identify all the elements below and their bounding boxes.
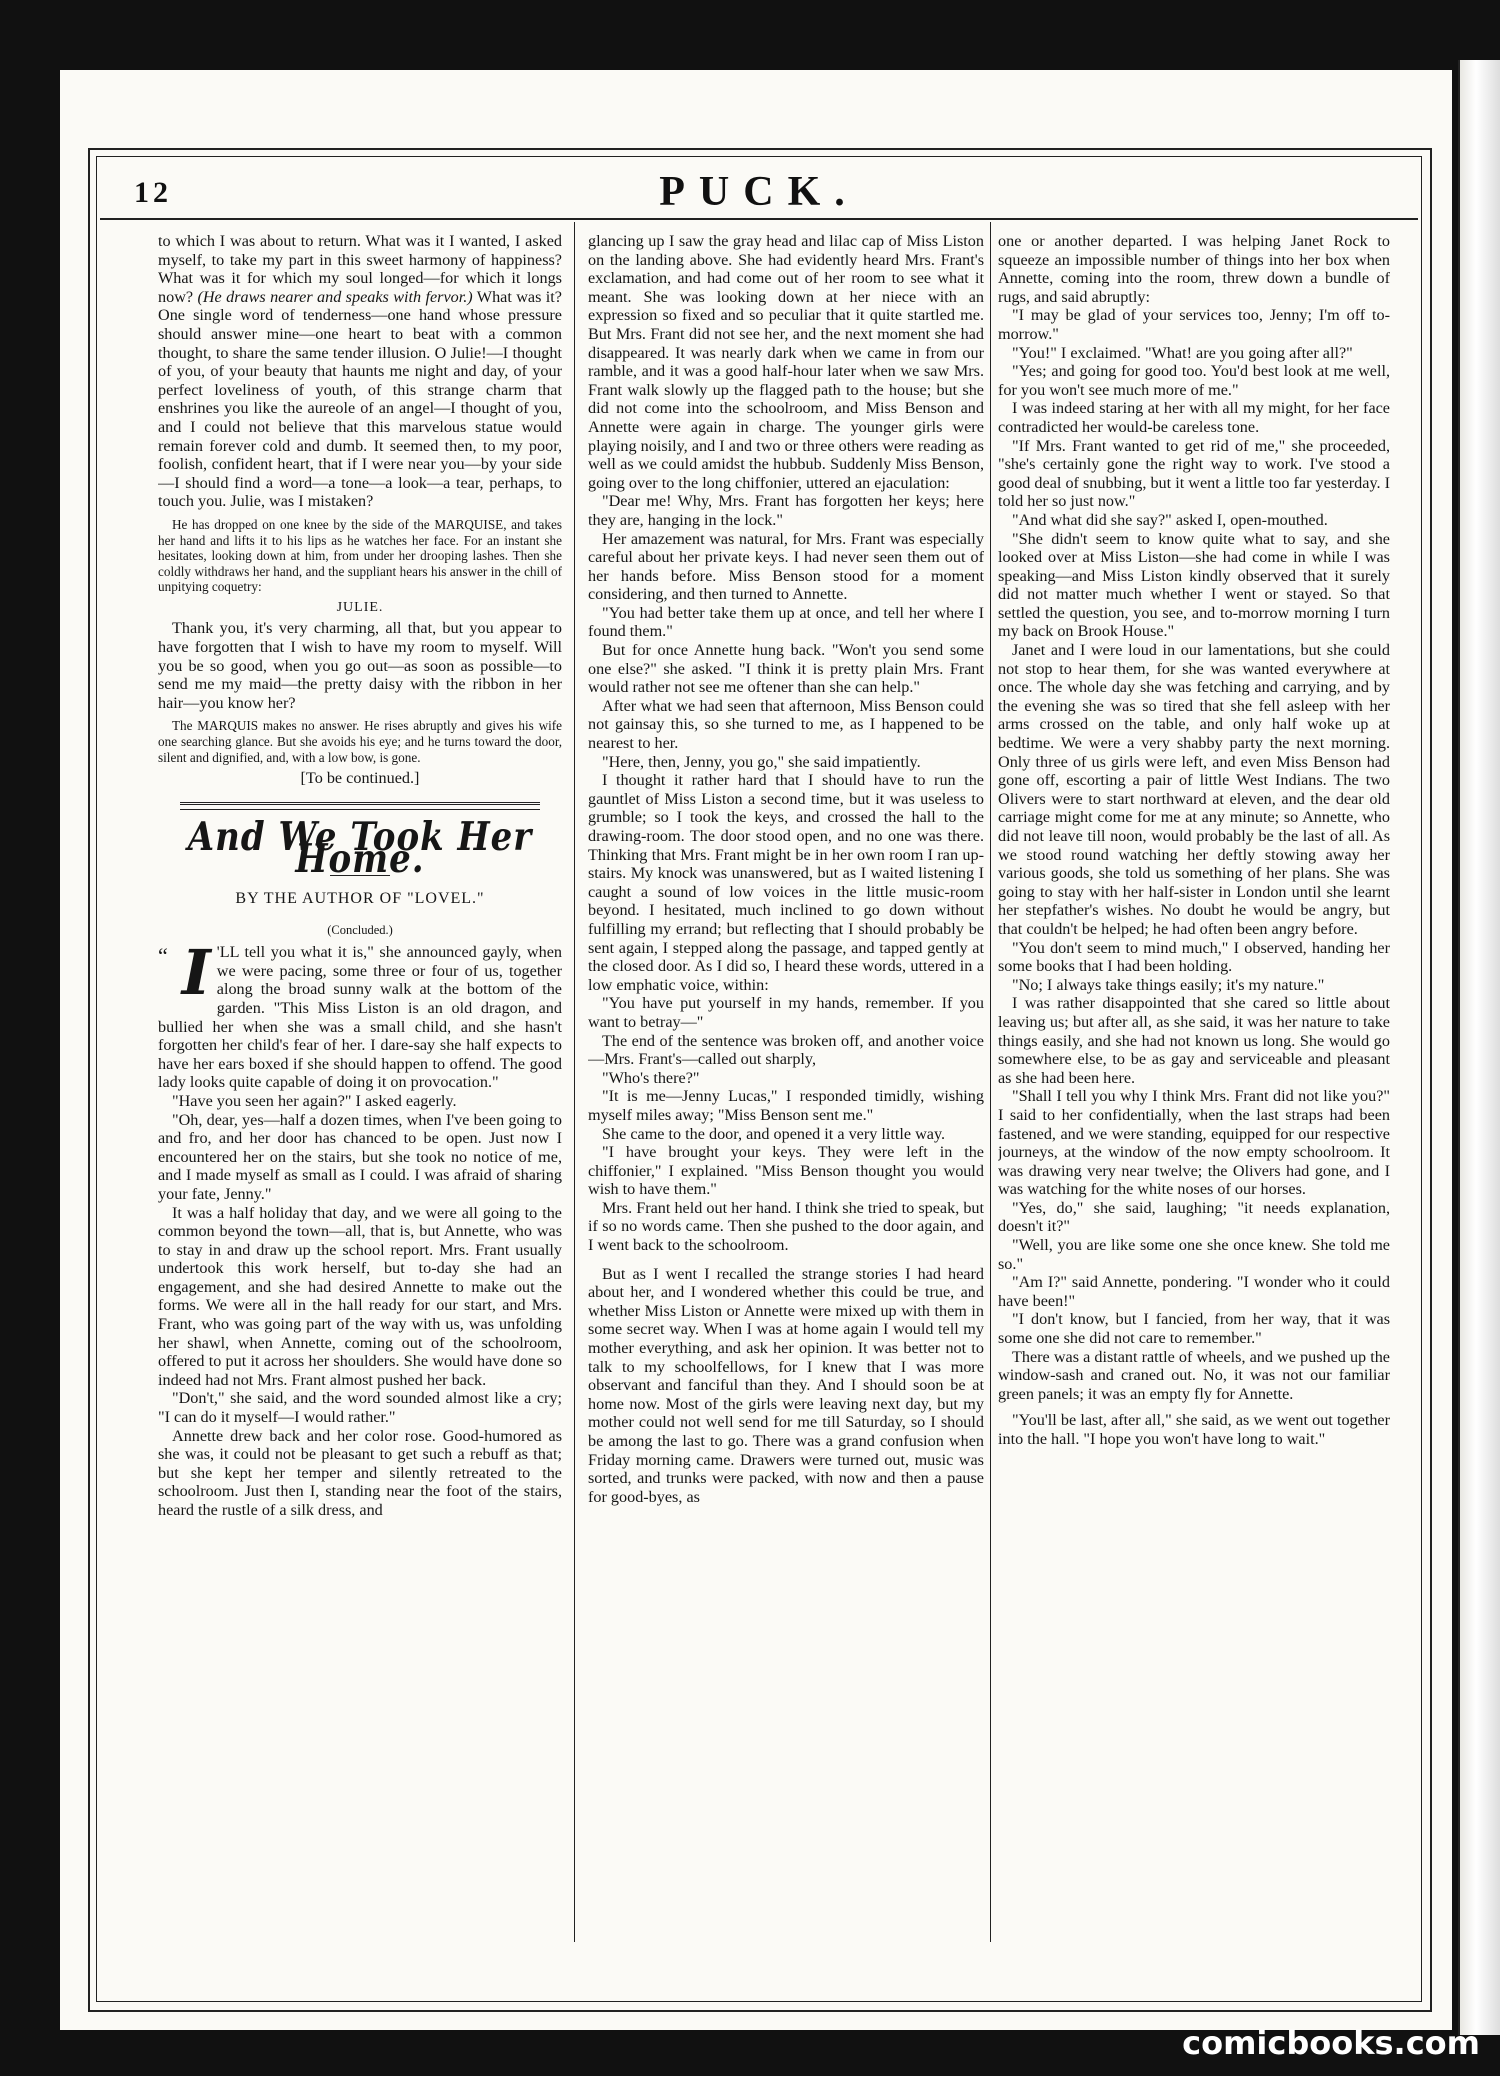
next-page-edge — [1458, 60, 1500, 2035]
paragraph: But for once Annette hung back. "Won't you send some one else?" she asked. "I think it is pretty plain Mrs. Frant would rather not see me oftener than she can help." — [588, 641, 984, 697]
story-title: And We Took Her Home. — [187, 814, 533, 882]
to-be-continued: [To be continued.] — [300, 769, 420, 788]
paragraph: "You!" I exclaimed. "What! are you going after all?" — [1012, 343, 1353, 362]
paragraph: "I have brought your keys. They were left in the chiffonier," I explained. "Miss Benson thought you would wish to have them." — [588, 1143, 984, 1199]
paragraph: Annette drew back and her color rose. Good-humored as she was, it could not be pleasant to get such a rebuff as that; but she kept her temper and silently retreated to the schoolroom. Just then I, standing near the foot of the stairs, heard the rustle of a silk dress, and — [158, 1426, 562, 1519]
paragraph: "You had better take them up at once, and tell her where I found them." — [588, 603, 984, 641]
stage-direction: The MARQUIS makes no answer. He rises abruptly and gives his wife one searching glance. But she avoids his eye; and he turns toward the door, silent and dignified, and, with a low bow, is gone. — [158, 718, 562, 765]
paragraph: I thought it rather hard that I should have to run the gauntlet of Miss Liston a second time, but it was useless to grumble; so I took the keys, and crossed the hall to the drawing-room. The door stood open, and no one was there. Thinking that Mrs. Frant might be in her own room I ran up-stairs. My knock was unanswered, but as I waited listening I caught a sound of low voices in the little music-room beyond. I hesitated, much inclined to go down without fulfilling my errand; but reflecting that I should probably be sent again, I stepped along the passage, and tapped gently at the closed door. As I did so, I heard these words, uttered in a low emphatic voice, within: — [588, 771, 984, 994]
drop-cap: I — [181, 936, 211, 1010]
column-2 — [588, 232, 984, 1937]
paragraph: "Shall I tell you why I think Mrs. Frant did not like you?" I said to her confidentially, when the last straps had been fastened, and we were standing, equipped for our respective journeys, at the window of the now empty schoolroom. It was drawing very near twelve; the Olivers had gone, and I was watching for the white noses of our horses. — [998, 1087, 1390, 1199]
paragraph: "Yes, do," she said, laughing; "it needs explanation, doesn't it?" — [998, 1198, 1390, 1236]
paragraph: "Have you seen her again?" I asked eagerly. — [172, 1091, 457, 1110]
column-3 — [998, 232, 1390, 1937]
paragraph: The end of the sentence was broken off, and another voice—Mrs. Frant's—called out sharply, — [588, 1031, 984, 1069]
stage-direction-inline: (He draws nearer and speaks with fervor.) — [197, 287, 473, 306]
paragraph: Her amazement was natural, for Mrs. Frant was especially careful about her private keys. I had never seen them out of her hands before. Miss Benson stood for a moment considering, and then turned to Annette. — [588, 529, 984, 604]
paragraph: "Am I?" said Annette, pondering. "I wonder who it could have been!" — [998, 1273, 1390, 1310]
column-divider-2 — [990, 222, 991, 1942]
paragraph: She came to the door, and opened it a very little way. — [602, 1124, 946, 1143]
paragraph: "Who's there?" — [602, 1068, 700, 1087]
paragraph: "If Mrs. Frant wanted to get rid of me," she proceeded, "she's certainly gone the right way to work. I've stood a good deal of snubbing, but it went a little too far yesterday. I told her so just now." — [998, 436, 1390, 511]
paragraph: "Dear me! Why, Mrs. Frant has forgotten her keys; here they are, hanging in the lock." — [588, 492, 984, 529]
paragraph: "She didn't seem to know quite what to say, and she looked over at Miss Liston—she had come in while I was speaking—and Miss Liston kindly observed that it surely did not matter much whether I went or stayed. So that settled the question, you see, and to-morrow morning I turn my back on Brook House." — [998, 529, 1390, 641]
paragraph: "Don't," she said, and the word sounded almost like a cry; "I can do it myself—I would rather." — [158, 1389, 562, 1427]
magazine-title: PUCK. — [659, 169, 859, 215]
paragraph: glancing up I saw the gray head and lilac cap of Miss Liston on the landing above. She had evidently heard Mrs. Frant's exclamation, and had come out of her room to see what it meant. She was looking down at her niece with an expression so fixed and so peculiar that it quite startled me. But Mrs. Frant did not see her, and the next moment she had disappeared. It was nearly dark when we came in from our ramble, and it was a good half-hour later when we saw Mrs. Frant walk slowly up the flagged path to the house; but she did not come into the schoolroom, and Miss Benson and Annette were again in charge. The younger girls were playing noisily, and I and two or three others were reading as well as we could amidst the hubbub. Suddenly Miss Benson, going over to the long chiffonier, uttered an ejaculation: — [588, 232, 984, 492]
paragraph: one or another departed. I was helping Janet Rock to squeeze an impossible number of things into her box when Annette, coming into the room, threw down a bundle of rugs, and said abruptly: — [998, 232, 1390, 306]
paragraph: Thank you, it's very charming, all that, but you appear to have forgotten that I wish to have my room to myself. Will you be so good, when you go out—as soon as possible—to send me my maid—the pretty daisy with the ribbon in her hair—you know her? — [158, 619, 562, 712]
column-divider-1 — [574, 222, 575, 1942]
concluded-note: (Concluded.) — [327, 922, 393, 937]
paragraph: I was rather disappointed that she cared so little about leaving us; but after all, as she said, it was her nature to take things easily, and she had not known us long. She would go somewhere else, to be as gay and serviceable and pleasant as she had been here. — [998, 994, 1390, 1087]
watermark: comicbooks.com — [1182, 2024, 1480, 2062]
page-number: 12 — [134, 176, 172, 209]
masthead-rule — [100, 218, 1418, 220]
speaker-name: JULIE. — [336, 599, 384, 615]
section-divider — [180, 802, 540, 810]
paragraph: "You don't seem to mind much," I observed, handing her some books that I had been holding. — [998, 938, 1390, 976]
paragraph: Mrs. Frant held out her hand. I think she tried to speak, but if so no words came. Then she pushed to the door again, and I went back to the schoolroom. — [588, 1198, 984, 1255]
stage-direction: He has dropped on one knee by the side of the MARQUISE, and takes her hand and lifts it to his lips as he watches her face. For an instant she hesitates, looking down at him, from under her drooping lashes. Then she coldly withdraws her hand, and the suppliant hears his answer in the chill of unpitying coquetry: — [158, 516, 562, 595]
paragraph: "You have put yourself in my hands, remember. If you want to betray—" — [588, 994, 984, 1031]
paragraph: I was indeed staring at her with all my might, for her face contradicted her would-be careless tone. — [998, 399, 1390, 436]
paragraph: There was a distant rattle of wheels, and we pushed up the window-sash and craned out. No, it was not our familiar green panels; it was an empty fly for Annette. — [998, 1347, 1390, 1403]
paragraph: But as I went I recalled the strange stories I had heard about her, and I wondered whether this could be true, and whether Miss Liston or Annette were mixed up with them in some secret way. When I was at home again I would tell my mother everything, and ask her opinion. It was better not to talk to my schoolfellows, for I knew that I was more observant and fanciful than they. And I should soon be at home now. Most of the girls were leaving next day, but my mother could not well send for me till Saturday, so I should be among the last to go. There was a grand confusion when Friday morning came. Drawers were turned out, music was sorted, and trunks were packed, with now and then a pause for good-byes, as — [588, 1264, 984, 1506]
column-1 — [158, 232, 562, 1927]
paragraph: to which I was about to return. What was it I wanted, I asked myself, to take my part in this sweet harmony of happiness? What was it for which my soul longed—for which it longs now? (He draws nearer and speaks with fervor.) What was it? One single word of tenderness—one hand whose pressure should answer mine—one heart to beat with a common thought, to share the same tender illusion. O Julie!—I thought of you, of your beauty that haunts me night and day, of your perfect loveliness of youth, of this strange charm that enshrines you like the aureole of an angel—I thought of you, and I could not believe that this marvelous statue would remain forever cold and dumb. It seemed then, to my poor, foolish, confident heart, that if I were near you—by your side—I should find a word—a tone—a look—a tear, perhaps, to touch you. Julie, was I mistaken? — [158, 232, 562, 511]
paragraph: After what we had seen that afternoon, Miss Benson could not gainsay this, so she turned to me, as I happened to be nearest to her. — [588, 696, 984, 753]
paragraph: "No; I always take things easily; it's my nature." — [1012, 975, 1325, 994]
paragraph: "It is me—Jenny Lucas," I responded timidly, wishing myself miles away; "Miss Benson sent me." — [588, 1087, 984, 1124]
paragraph: “ I 'LL tell you what it is," she announced gayly, when we were pacing, some three or four of us, together along the broad sunny walk at the bottom of the garden. "This Miss Liston is an old dragon, and bullied her when she was a small child, and she hasn't forgotten her child's fear of her. I dare-say she half expects to have her ears boxed if she should happen to offend. The good lady looks quite capable of doing it on provocation." — [158, 936, 562, 1092]
paragraph: "Here, then, Jenny, you go," she said impatiently. — [602, 752, 921, 771]
byline: BY THE AUTHOR OF "LOVEL." — [235, 890, 485, 907]
paragraph: "Oh, dear, yes—half a dozen times, when I've been going to and fro, and her door has chanced to be open. Just now I encountered her on the stairs, but she took no notice of me, and I made myself as small as I could. I was afraid of sharing your fate, Jenny." — [158, 1110, 562, 1203]
paragraph: "I may be glad of your services too, Jenny; I'm off to-morrow." — [998, 306, 1390, 343]
masthead — [100, 168, 1418, 216]
paragraph: It was a half holiday that day, and we were all going to the common beyond the town—all, that is, but Annette, who was to stay in and draw up the school report. Mrs. Frant usually undertook this work herself, but to-day she had an engagement, and she had desired Annette to make out the forms. We were all in the hall ready for our start, and Mrs. Frant, who was going part of the way with us, was unfolding her shawl, when Annette, coming out of the schoolroom, offered to put it across her shoulders. She would have done so indeed had not Mrs. Frant almost pushed her back. — [158, 1203, 562, 1389]
paragraph: "You'll be last, after all," she said, as we went out together into the hall. "I hope you won't have long to wait." — [998, 1411, 1390, 1448]
paragraph: "Well, you are like some one she once knew. She told me so." — [998, 1236, 1390, 1273]
paragraph: "Yes; and going for good too. You'd best look at me well, for you won't see much more of me." — [998, 362, 1390, 399]
paragraph: Janet and I were loud in our lamentations, but she could not stop to hear them, for she was wanted everywhere at once. The whole day she was fetching and carrying, and by the evening she was so tired that she fell asleep with her arms crossed on the table, and only half woke up at bedtime. We were a very shabby party the next morning. Only three of us girls were left, and even Miss Benson had gone off, escorting a pair of little West Indians. The two Olivers were to start northward at eleven, and the dear old carriage might come for me at any minute; so Annette, who did not leave till noon, would probably be the last of all. As we stood round watching her deftly stowing away her various goods, she told us something of her plans. She was going to stay with her half-sister in London until she learnt her stepfather's wishes. No doubt he would be angry, but that couldn't be helped; he had often been angry before. — [998, 641, 1390, 938]
paragraph: "And what did she say?" asked I, open-mouthed. — [1012, 510, 1328, 529]
paragraph: "I don't know, but I fancied, from her way, that it was some one she did not care to remember." — [998, 1310, 1390, 1348]
